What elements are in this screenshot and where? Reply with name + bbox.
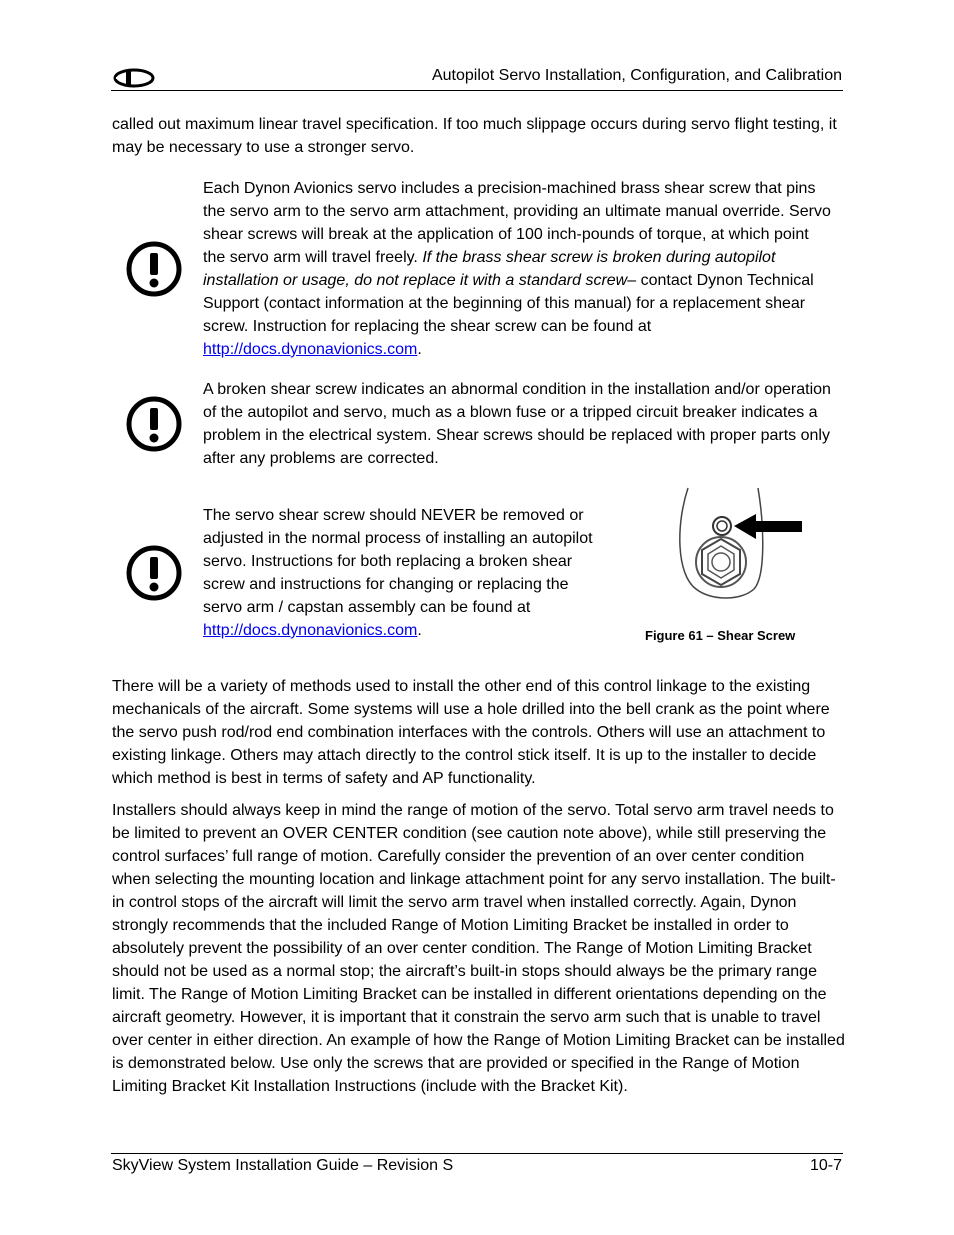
- caution-never-remove-shear-screw: [203, 504, 593, 642]
- caution-1-trailing: .: [417, 341, 422, 358]
- caution-shear-screw-override: [203, 177, 833, 361]
- caution-1-text: Each Dynon Avionics servo includes a precision-machined brass shear screw that pins the servo arm to the servo arm attachment, providing an ultimate manual override. Servo shear screws will break at the application of 100 inch-pounds of torque, at which point the servo arm will travel freely.: [203, 180, 831, 266]
- paragraph-linkage-methods: There will be a variety of methods used to install the other end of this control linkage to the existing mechanicals of the aircraft. Some systems will use a hole drilled into the bell crank as the point where the servo push rod/rod end combination interfaces with the controls. Others will use an attachment to existing linkage. Others may attach directly to the control stick itself. It is up to the installer to decide which method is best in terms of safety and AP functionality.: [112, 678, 830, 787]
- docs-link[interactable]: http://docs.dynonavionics.com: [203, 341, 418, 358]
- dynon-logo-icon: [112, 68, 156, 88]
- exclamation-circle-icon: [124, 394, 184, 454]
- footer-page-number: 10-7: [809, 1157, 842, 1174]
- figure-caption: Figure 61 – Shear Screw: [645, 628, 796, 643]
- servo-arm-shear-screw-illustration: [676, 484, 806, 604]
- caution-3-trailing: .: [417, 622, 422, 639]
- exclamation-circle-icon: [124, 543, 184, 603]
- intro-paragraph: called out maximum linear travel specification. If too much slippage occurs during servo flight testing, it may be necessary to use a stronger servo.: [112, 116, 837, 156]
- page-header-title: Autopilot Servo Installation, Configuration, and Calibration: [431, 67, 842, 84]
- caution-1-text-after: – contact Dynon Technical Support (contact information at the beginning of this manual) for a replacement shear screw. Instruction for replacing the shear screw can be found at: [203, 272, 814, 335]
- caution-1-italic-text: If the brass shear screw is broken during autopilot installation or usage, do not replace it with a standard screw: [203, 249, 776, 289]
- caution-3-text: The servo shear screw should NEVER be removed or adjusted in the normal process of installing an autopilot servo. Instructions for both replacing a broken shear screw and instructions for changing or replacing the servo arm / capstan assembly can be found at: [203, 507, 593, 616]
- docs-link[interactable]: http://docs.dynonavionics.com: [203, 622, 418, 639]
- footer-document-title: SkyView System Installation Guide – Revision S: [112, 1157, 454, 1174]
- footer-divider: [111, 1153, 843, 1154]
- exclamation-circle-icon: [124, 239, 184, 299]
- paragraph-range-of-motion: Installers should always keep in mind the range of motion of the servo. Total servo arm travel needs to be limited to prevent an OVER CENTER condition (see caution note above), while still preserving the control surfaces’ full range of motion. Carefully consider the prevention of an over center condition when selecting the mounting location and linkage attachment point for any servo installation. The built-in control stops of the aircraft will limit the servo arm travel when installed correctly. Again, Dynon strongly recommends that the included Range of Motion Limiting Bracket be installed in order to absolutely prevent the possibility of an over center condition. The Range of Motion Limiting Bracket should not be used as a normal stop; the aircraft’s built-in stops should always be the primary range limit. The Range of Motion Limiting Bracket can be installed in different orientations depending on the aircraft geometry. However, it is important that it constrain the servo arm such that is unable to travel over center in either direction. An example of how the Range of Motion Limiting Bracket can be installed is demonstrated below. Use only the screws that are provided or specified in the Range of Motion Limiting Bracket Kit Installation Instructions (include with the Bracket Kit).: [112, 802, 845, 1095]
- header-divider: [111, 90, 843, 91]
- caution-broken-shear-screw: A broken shear screw indicates an abnormal condition in the installation and/or operation of the autopilot and servo, much as a blown fuse or a tripped circuit breaker indicates a problem in the electrical system. Shear screws should be replaced with proper parts only after any problems are corrected.: [203, 381, 831, 467]
